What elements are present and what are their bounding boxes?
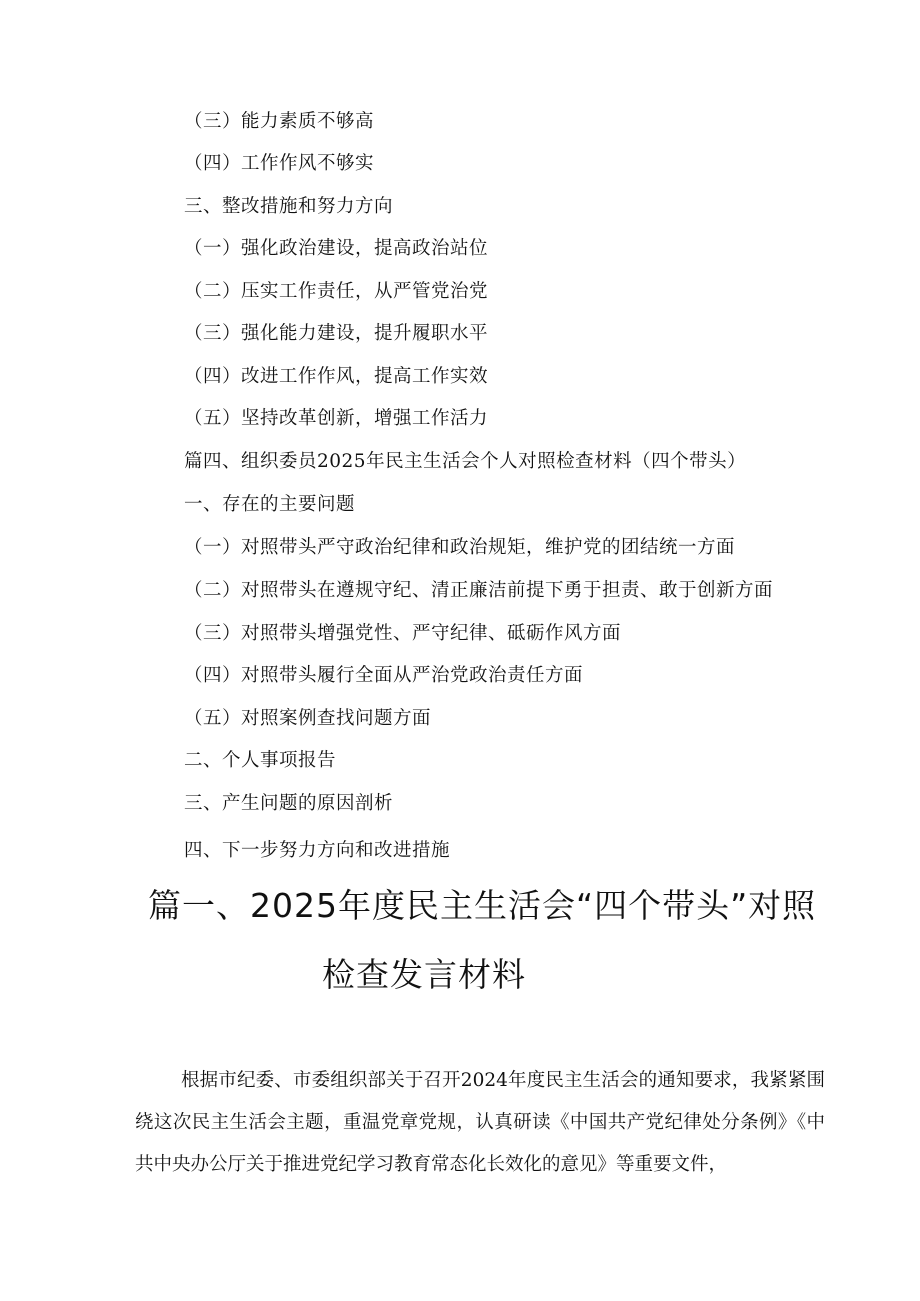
- document-title-line1: 篇一、2025年度民主生活会“四个带头”对照: [148, 886, 817, 925]
- toc-item: （二）压实工作责任，从严管党治党: [184, 281, 489, 302]
- toc-item: （一）强化政治建设，提高政治站位: [184, 238, 489, 259]
- toc-item: （三）强化能力建设，提升履职水平: [184, 323, 489, 344]
- toc-section-heading: 二、个人事项报告: [184, 750, 337, 771]
- toc-item: （二）对照带头在遵规守纪、清正廉洁前提下勇于担责、敢于创新方面: [184, 580, 774, 601]
- document-title-line2: 检查发言材料: [322, 955, 526, 994]
- toc-item: （三）对照带头增强党性、严守纪律、砥砺作风方面: [184, 623, 622, 644]
- toc-item: （五）坚持改革创新，增强工作活力: [184, 408, 489, 429]
- toc-item: （一）对照带头严守政治纪律和政治规矩，维护党的团结统一方面: [184, 537, 736, 558]
- toc-section-heading: 四、下一步努力方向和改进措施: [184, 840, 451, 861]
- toc-item: （三）能力素质不够高: [184, 111, 375, 132]
- toc-item: （四）改进工作作风，提高工作实效: [184, 366, 489, 387]
- toc-item: （五）对照案例查找问题方面: [184, 708, 432, 729]
- toc-item: （四）对照带头履行全面从严治党政治责任方面: [184, 665, 584, 686]
- body-paragraph: 根据市纪委、市委组织部关于召开2024年度民主生活会的通知要求，我紧紧围绕这次民主生活会主题，重温党章党规，认真研读《中国共产党纪律处分条例》《中共中央办公厅关于推进党纪学习教育常态化长效化的意见》等重要文件，: [135, 1070, 825, 1175]
- toc-chapter-title: 篇四、组织委员2025年民主生活会个人对照检查材料（四个带头）: [184, 451, 747, 472]
- toc-section-heading: 一、存在的主要问题: [184, 494, 356, 515]
- toc-section-heading: 三、整改措施和努力方向: [184, 196, 394, 217]
- toc-section-heading: 三、产生问题的原因剖析: [184, 793, 394, 814]
- body-text: [135, 1060, 825, 1186]
- toc-item: （四）工作作风不够实: [184, 153, 375, 174]
